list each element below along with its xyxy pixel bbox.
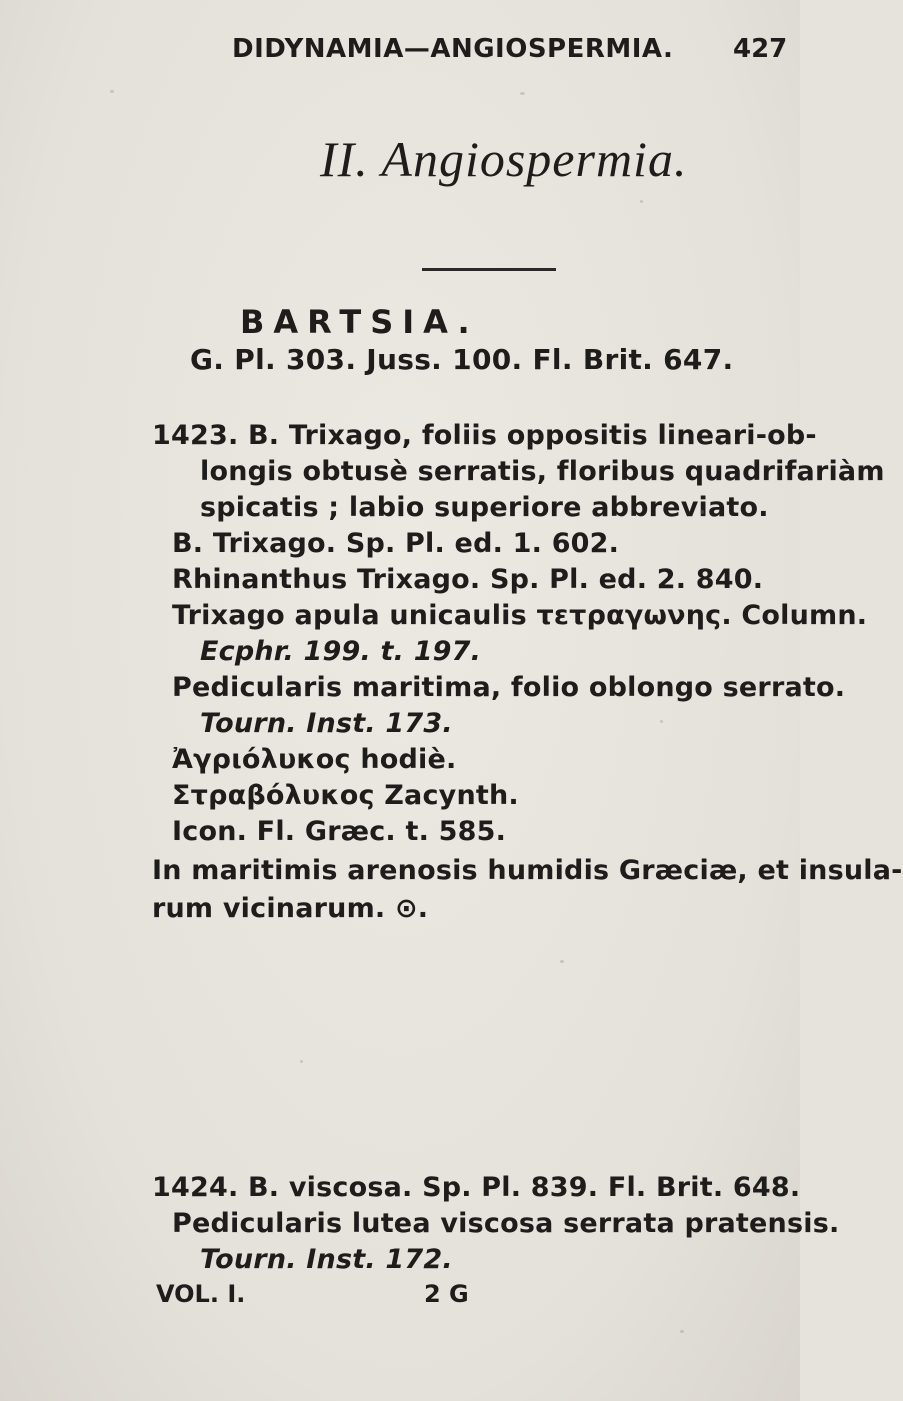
entry-1423-line-10: Ἀγριόλυκος hodiè.	[172, 744, 457, 775]
title-rule	[422, 268, 556, 271]
paper-speck	[110, 90, 114, 93]
entry-1423-line-2: longis obtusè serratis, floribus quadrifariàm	[200, 456, 885, 487]
footer-volume: VOL. I.	[156, 1280, 246, 1308]
entry-1423-line-6: Trixago apula unicaulis τετραγωνης. Column.	[172, 600, 868, 631]
entry-1424-line-3: Tourn. Inst. 172.	[200, 1244, 453, 1275]
paper-speck	[640, 200, 643, 203]
section-title: II. Angiospermia.	[320, 131, 688, 187]
paper-speck	[560, 960, 564, 963]
footer-signature: 2 G	[424, 1280, 469, 1308]
entry-1423-line-8: Pedicularis maritima, folio oblongo serrato.	[172, 672, 846, 703]
genus-reference: G. Pl. 303. Juss. 100. Fl. Brit. 647.	[190, 343, 734, 376]
entry-1424-line-1: 1424. B. viscosa. Sp. Pl. 839. Fl. Brit. 648.	[152, 1172, 801, 1203]
entry-1423-line-14: rum vicinarum. ⊙.	[152, 893, 429, 924]
entry-1424-line-2: Pedicularis lutea viscosa serrata pratensis.	[172, 1208, 840, 1239]
paper-speck	[660, 720, 663, 723]
paper-speck	[300, 1060, 303, 1063]
entry-1423-line-3: spicatis ; labio superiore abbreviato.	[200, 492, 769, 523]
genus-name: BARTSIA.	[240, 303, 479, 341]
paper-speck	[680, 1330, 684, 1333]
entry-1423-line-9: Tourn. Inst. 173.	[200, 708, 453, 739]
entry-1423-line-13: In maritimis arenosis humidis Græciæ, et insula-	[152, 855, 903, 886]
entry-1423-line-4: B. Trixago. Sp. Pl. ed. 1. 602.	[172, 528, 620, 559]
page-number: 427	[733, 34, 788, 64]
entry-1423-line-12: Icon. Fl. Græc. t. 585.	[172, 816, 507, 847]
entry-1423-line-5: Rhinanthus Trixago. Sp. Pl. ed. 2. 840.	[172, 564, 764, 595]
entry-1423-line-7: Ecphr. 199. t. 197.	[200, 636, 482, 667]
entry-1423-line-11: Στραβόλυκος Zacynth.	[172, 780, 519, 811]
paper-speck	[520, 92, 525, 95]
entry-1423-line-1: 1423. B. Trixago, foliis oppositis lineari-ob-	[152, 420, 817, 451]
paper-speck	[700, 510, 704, 514]
running-head: DIDYNAMIA—ANGIOSPERMIA.	[232, 34, 674, 64]
